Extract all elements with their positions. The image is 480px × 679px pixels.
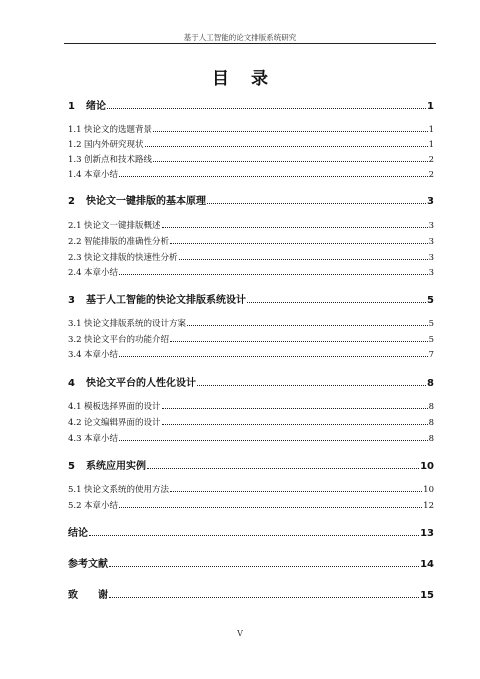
toc-entry-page: 2 — [428, 155, 434, 165]
toc-entry-title: 基于人工智能的快论文排版系统设计 — [86, 295, 246, 306]
dot-leader — [162, 408, 428, 409]
dot-leader — [89, 535, 419, 536]
toc-entry-number: 5 — [68, 461, 75, 472]
toc-entry-number: 3 — [68, 295, 75, 306]
toc-section-entry[interactable] — [68, 266, 434, 278]
toc-entry-label — [68, 168, 118, 180]
toc-entry-title: 国内外研究现状 — [84, 140, 144, 150]
toc-entry-title: 本章小结 — [84, 434, 119, 444]
toc-entry-page: 1 — [428, 125, 434, 135]
toc-entry-page: 3 — [428, 253, 434, 263]
toc-chapter-entry[interactable] — [68, 374, 434, 389]
toc-entry-label — [68, 524, 88, 539]
toc-entry-label — [68, 432, 118, 444]
dot-leader — [197, 385, 426, 386]
toc-entry-number: 1.1 — [68, 125, 82, 135]
toc-entry-label — [68, 483, 169, 495]
toc-entry-number: 4.1 — [68, 402, 82, 412]
dot-leader — [109, 566, 419, 567]
toc-section-entry[interactable] — [68, 153, 434, 165]
toc-entry-label — [68, 555, 108, 570]
toc-entry-title: 快论文系统的使用方法 — [84, 485, 170, 495]
toc-entry-label — [68, 291, 246, 306]
toc-entry-page: 3 — [427, 196, 434, 207]
toc-entry-number: 5.1 — [68, 485, 82, 495]
toc-entry-label — [68, 317, 186, 329]
dot-leader — [119, 274, 428, 275]
toc-section-entry[interactable] — [68, 333, 434, 345]
dot-leader — [170, 341, 428, 342]
dot-leader — [107, 108, 426, 109]
toc-entry-label — [68, 235, 169, 247]
toc-entry-number: 4.2 — [68, 418, 82, 428]
toc-section-entry[interactable] — [68, 235, 434, 247]
toc-entry-number: 2.1 — [68, 221, 82, 231]
toc-entry-title: 快论文排版系统的设计方案 — [84, 319, 187, 329]
toc-entry-title: 结论 — [68, 528, 88, 539]
toc-entry-label — [68, 138, 144, 150]
toc-entry-label — [68, 348, 118, 360]
toc-section-entry[interactable] — [68, 400, 434, 412]
dot-leader — [119, 507, 422, 508]
dot-leader — [207, 203, 426, 204]
toc-entry-title: 本章小结 — [84, 350, 119, 360]
toc-entry-page: 8 — [428, 418, 434, 428]
toc-section-entry[interactable] — [68, 317, 434, 329]
toc-entry-number: 2.2 — [68, 237, 82, 247]
toc-section-entry[interactable] — [68, 138, 434, 150]
dot-leader — [119, 356, 428, 357]
toc-chapter-entry[interactable] — [68, 291, 434, 306]
dot-leader — [109, 597, 419, 598]
dot-leader — [187, 325, 428, 326]
toc-entry-title: 快论文平台的功能介绍 — [84, 335, 170, 345]
dot-leader — [153, 161, 428, 162]
dot-leader — [119, 176, 428, 177]
toc-entry-label — [68, 499, 118, 511]
toc-chapter-entry[interactable] — [68, 457, 434, 472]
toc-section-entry[interactable] — [68, 168, 434, 180]
toc-entry-label — [68, 251, 178, 263]
running-header: 基于人工智能的论文排版系统研究 — [183, 33, 297, 42]
toc-section-entry[interactable] — [68, 348, 434, 360]
toc-entry-label — [68, 416, 161, 428]
toc-entry-page: 13 — [420, 528, 434, 539]
toc-entry-number: 2.3 — [68, 253, 82, 263]
toc-entry-page: 1 — [428, 140, 434, 150]
toc-entry-label — [68, 219, 161, 231]
dot-leader — [119, 440, 428, 441]
toc-entry-label — [68, 192, 206, 207]
toc-entry-title: 模板选择界面的设计 — [84, 402, 161, 412]
toc-entry-page: 7 — [428, 350, 434, 360]
dot-leader — [179, 259, 428, 260]
toc-entry-label — [68, 97, 106, 112]
toc-entry-label — [68, 153, 152, 165]
toc-entry-page: 8 — [428, 434, 434, 444]
toc-entry-label — [68, 266, 118, 278]
toc-entry-page: 10 — [420, 461, 434, 472]
dot-leader — [147, 468, 419, 469]
toc-section-entry[interactable] — [68, 483, 434, 495]
toc-entry-page: 2 — [428, 170, 434, 180]
toc-chapter-entry[interactable] — [68, 524, 434, 539]
dot-leader — [247, 302, 426, 303]
dot-leader — [145, 146, 428, 147]
toc-entry-page: 3 — [428, 221, 434, 231]
toc-entry-title: 快论文一键排版概述 — [84, 221, 161, 231]
toc-entry-label — [68, 333, 169, 345]
toc-section-entry[interactable] — [68, 123, 434, 135]
dot-leader — [170, 243, 428, 244]
dot-leader — [170, 491, 422, 492]
toc-entry-title: 本章小结 — [84, 170, 119, 180]
toc-title: 目录 — [212, 69, 290, 89]
toc-entry-number: 1 — [68, 101, 75, 112]
toc-entry-title: 论文编辑界面的设计 — [84, 418, 161, 428]
page-number: V — [237, 629, 243, 638]
toc-entry-page: 8 — [428, 402, 434, 412]
toc-entry-title: 智能排版的准确性分析 — [84, 237, 170, 247]
toc-chapter-entry[interactable] — [68, 586, 434, 601]
toc-entry-page: 1 — [427, 101, 434, 112]
toc-entry-page: 10 — [423, 485, 434, 495]
toc-entry-label — [68, 123, 152, 135]
toc-entry-title: 本章小结 — [84, 268, 119, 278]
toc-entry-title: 参考文献 — [68, 559, 108, 570]
dot-leader — [162, 227, 428, 228]
toc-entry-label — [68, 457, 146, 472]
toc-entry-title: 致 谢 — [68, 590, 108, 601]
toc-entry-number: 1.3 — [68, 155, 82, 165]
dot-leader — [162, 424, 428, 425]
toc-entry-page: 5 — [427, 295, 434, 306]
toc-entry-number: 4.3 — [68, 434, 82, 444]
toc-entry-page: 15 — [420, 590, 434, 601]
toc-entry-number: 1.4 — [68, 170, 82, 180]
toc-entry-number: 1.2 — [68, 140, 82, 150]
toc-entry-page: 5 — [428, 319, 434, 329]
toc-entry-page: 14 — [420, 559, 434, 570]
toc-entry-title: 快论文一键排版的基本原理 — [86, 196, 206, 207]
toc-section-entry[interactable] — [68, 219, 434, 231]
toc-entry-title: 快论文排版的快速性分析 — [84, 253, 178, 263]
toc-entry-page: 12 — [423, 501, 434, 511]
toc-entry-title: 快论文平台的人性化设计 — [86, 378, 196, 389]
toc-chapter-entry[interactable] — [68, 97, 434, 112]
toc-entry-title: 创新点和技术路线 — [84, 155, 153, 165]
toc-entry-label — [68, 586, 108, 601]
toc-entry-page: 3 — [428, 268, 434, 278]
toc-entry-page: 3 — [428, 237, 434, 247]
toc-entry-number: 3.2 — [68, 335, 82, 345]
toc-entry-number: 2 — [68, 196, 75, 207]
toc-entry-number: 4 — [68, 378, 75, 389]
header-rule — [64, 43, 436, 44]
toc-chapter-entry[interactable] — [68, 555, 434, 570]
toc-entry-label — [68, 400, 161, 412]
toc-chapter-entry[interactable] — [68, 192, 434, 207]
toc-entry-number: 2.4 — [68, 268, 82, 278]
toc-entry-number: 3.1 — [68, 319, 82, 329]
toc-entry-title: 快论文的选题背景 — [84, 125, 153, 135]
toc-section-entry[interactable] — [68, 251, 434, 263]
toc-entry-page: 8 — [427, 378, 434, 389]
toc-section-entry[interactable] — [68, 432, 434, 444]
toc-entry-label — [68, 374, 196, 389]
toc-entry-title: 本章小结 — [84, 501, 119, 511]
toc-entry-number: 5.2 — [68, 501, 82, 511]
toc-section-entry[interactable] — [68, 499, 434, 511]
dot-leader — [153, 131, 428, 132]
toc-entry-number: 3.4 — [68, 350, 82, 360]
toc-entry-title: 系统应用实例 — [86, 461, 146, 472]
toc-entry-title: 绪论 — [86, 101, 106, 112]
toc-section-entry[interactable] — [68, 416, 434, 428]
toc-entry-page: 5 — [428, 335, 434, 345]
